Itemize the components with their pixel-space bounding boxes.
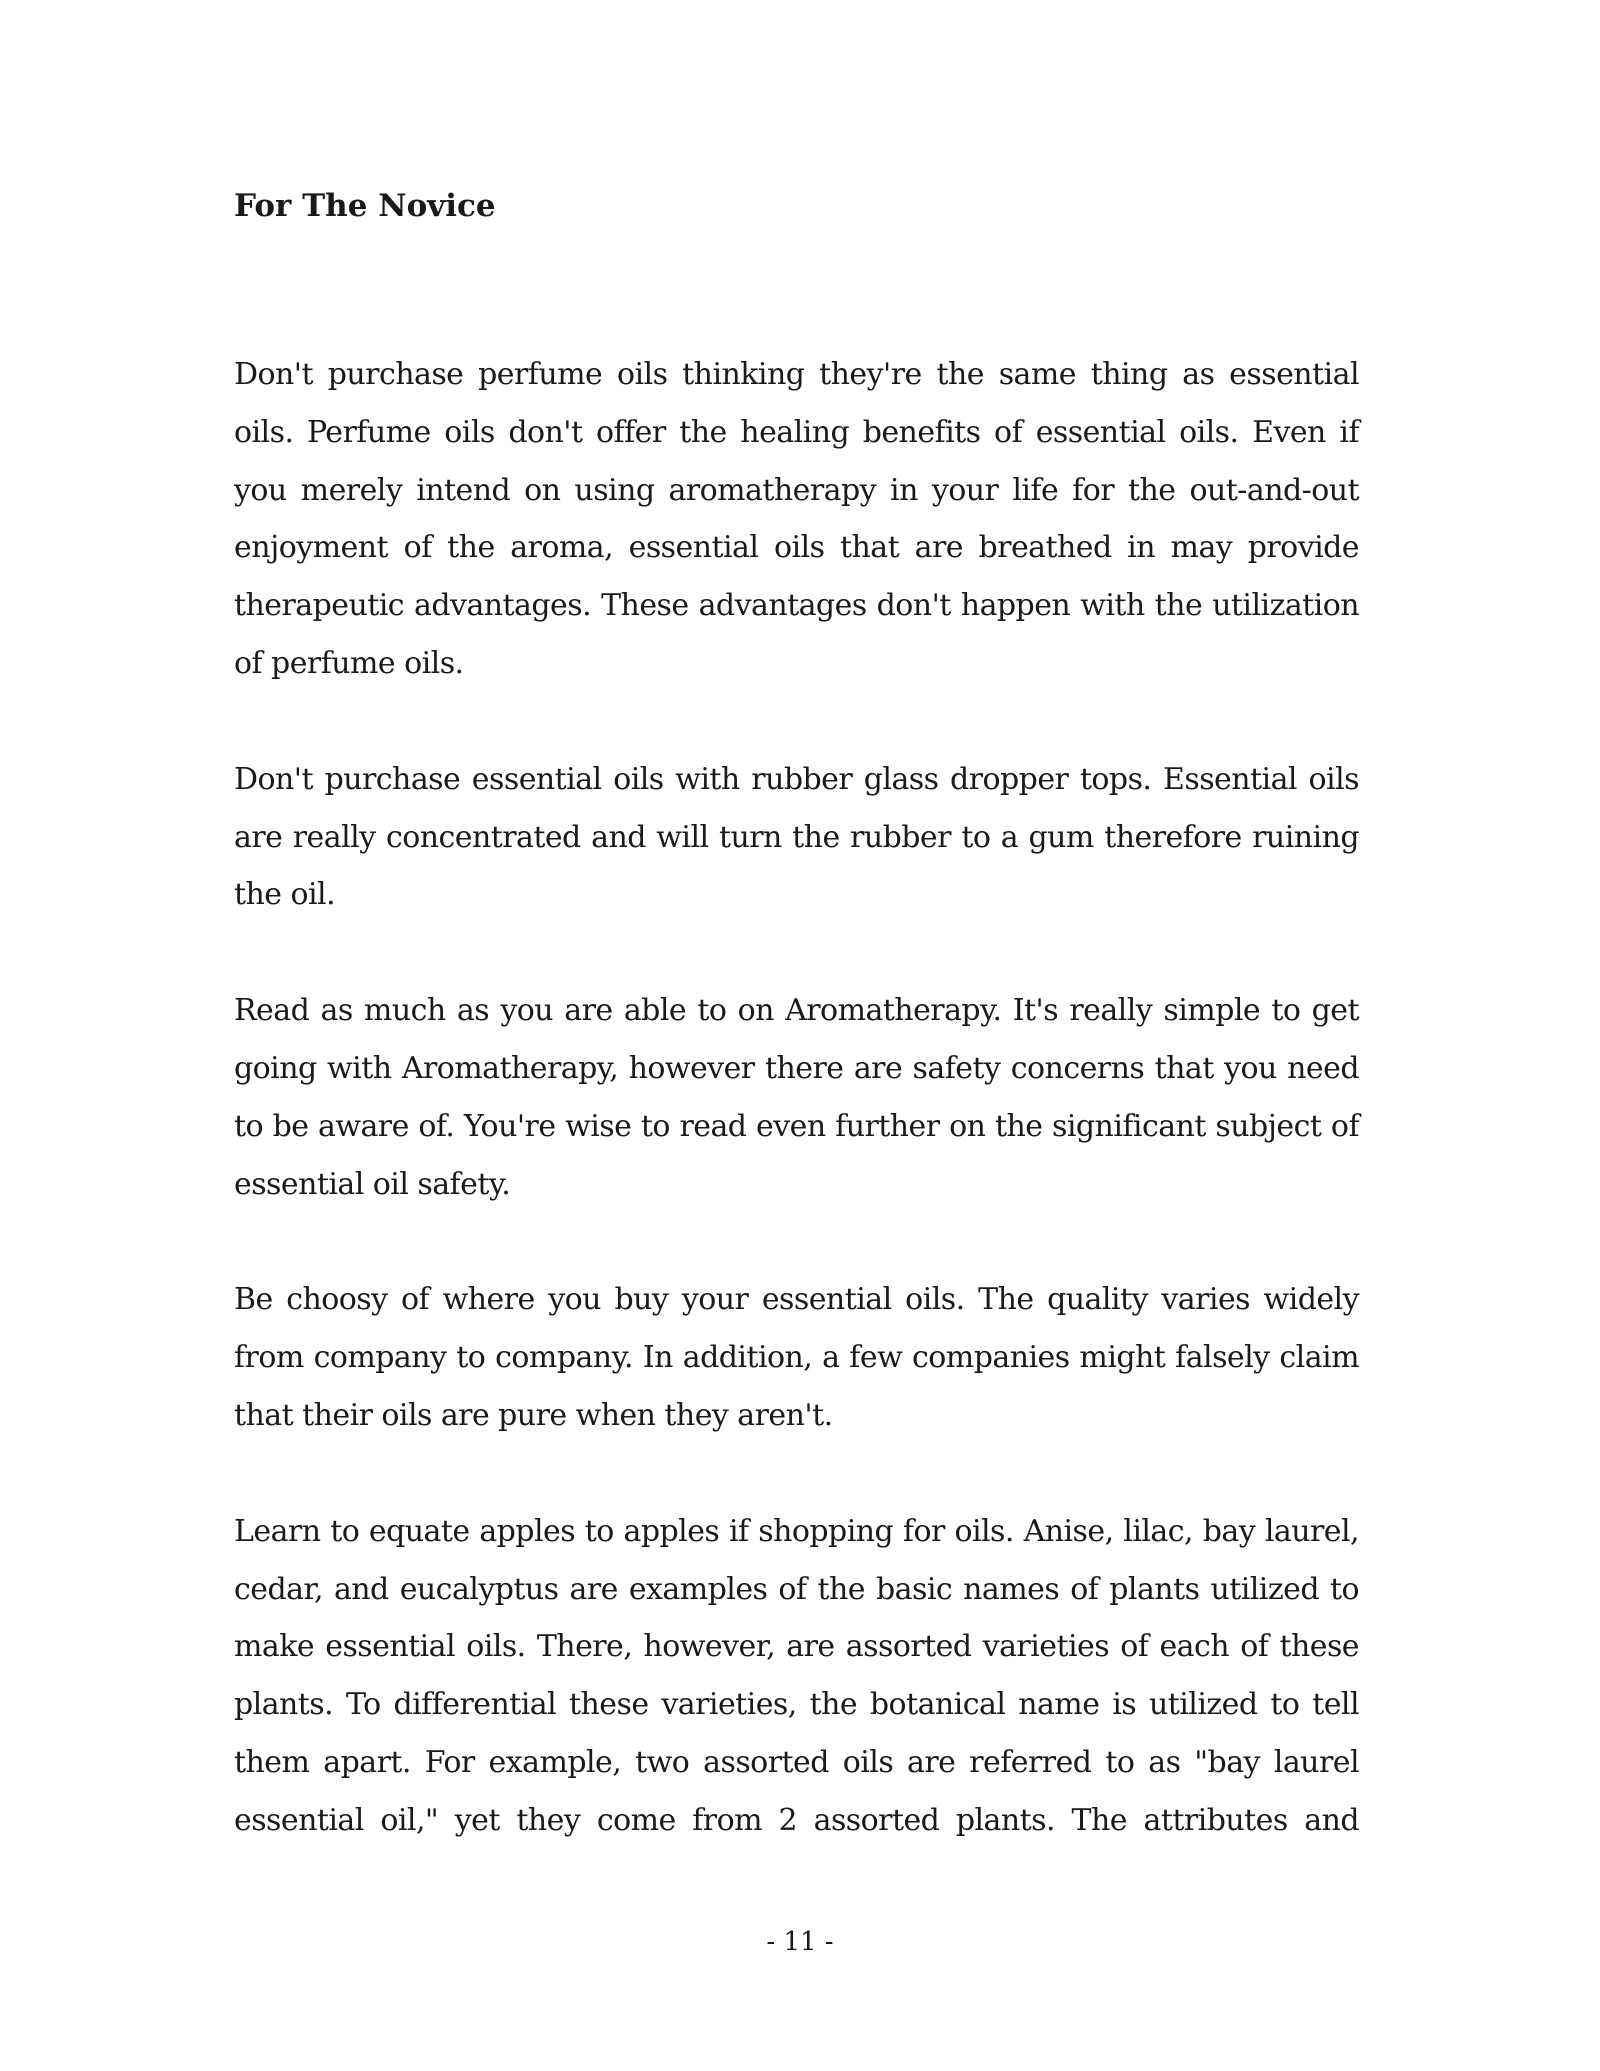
paragraph-apples-to-apples: Learn to equate apples to apples if shopping for oils. Anise, lilac, bay laurel, cedar, and eucalyptus are examples of the basic names of plants utilized to make essential oils. There, however, are assorted varieties of each of these plants. To differential these varieties, the botanical name is utilized to tell them apart. For example, two assorted oils are referred to as "bay laurel essential oil," yet they come from 2 assorted plants. The attributes and xyxy=(234,1513,1359,1838)
body-text xyxy=(234,346,1359,1850)
page-number: - 11 - xyxy=(766,1927,834,1957)
paragraph-read-aromatherapy: Read as much as you are able to on Aromatherapy. It's really simple to get going with Aromatherapy, however there are safety concerns that you need to be aware of. You're wise to read even further on the significant subject of essential oil safety. xyxy=(234,993,1359,1202)
paragraph-perfume-oils: Don't purchase perfume oils thinking they're the same thing as essential oils. Perfume oils don't offer the healing benefits of essential oils. Even if you merely intend on using aromatherapy in your life for the out-and-out enjoyment of the aroma, essential oils that are breathed in may provide therapeutic advantages. These advantages don't happen with the utilization of perfume oils. xyxy=(234,357,1359,681)
section-heading: For The Novice xyxy=(234,188,496,224)
paragraph-choosy-buying: Be choosy of where you buy your essential oils. The quality varies widely from company to company. In addition, a few companies might falsely claim that their oils are pure when they aren't. xyxy=(234,1282,1359,1433)
paragraph-dropper-tops: Don't purchase essential oils with rubber glass dropper tops. Essential oils are really concentrated and will turn the rubber to a gum therefore ruining the oil. xyxy=(234,761,1359,913)
